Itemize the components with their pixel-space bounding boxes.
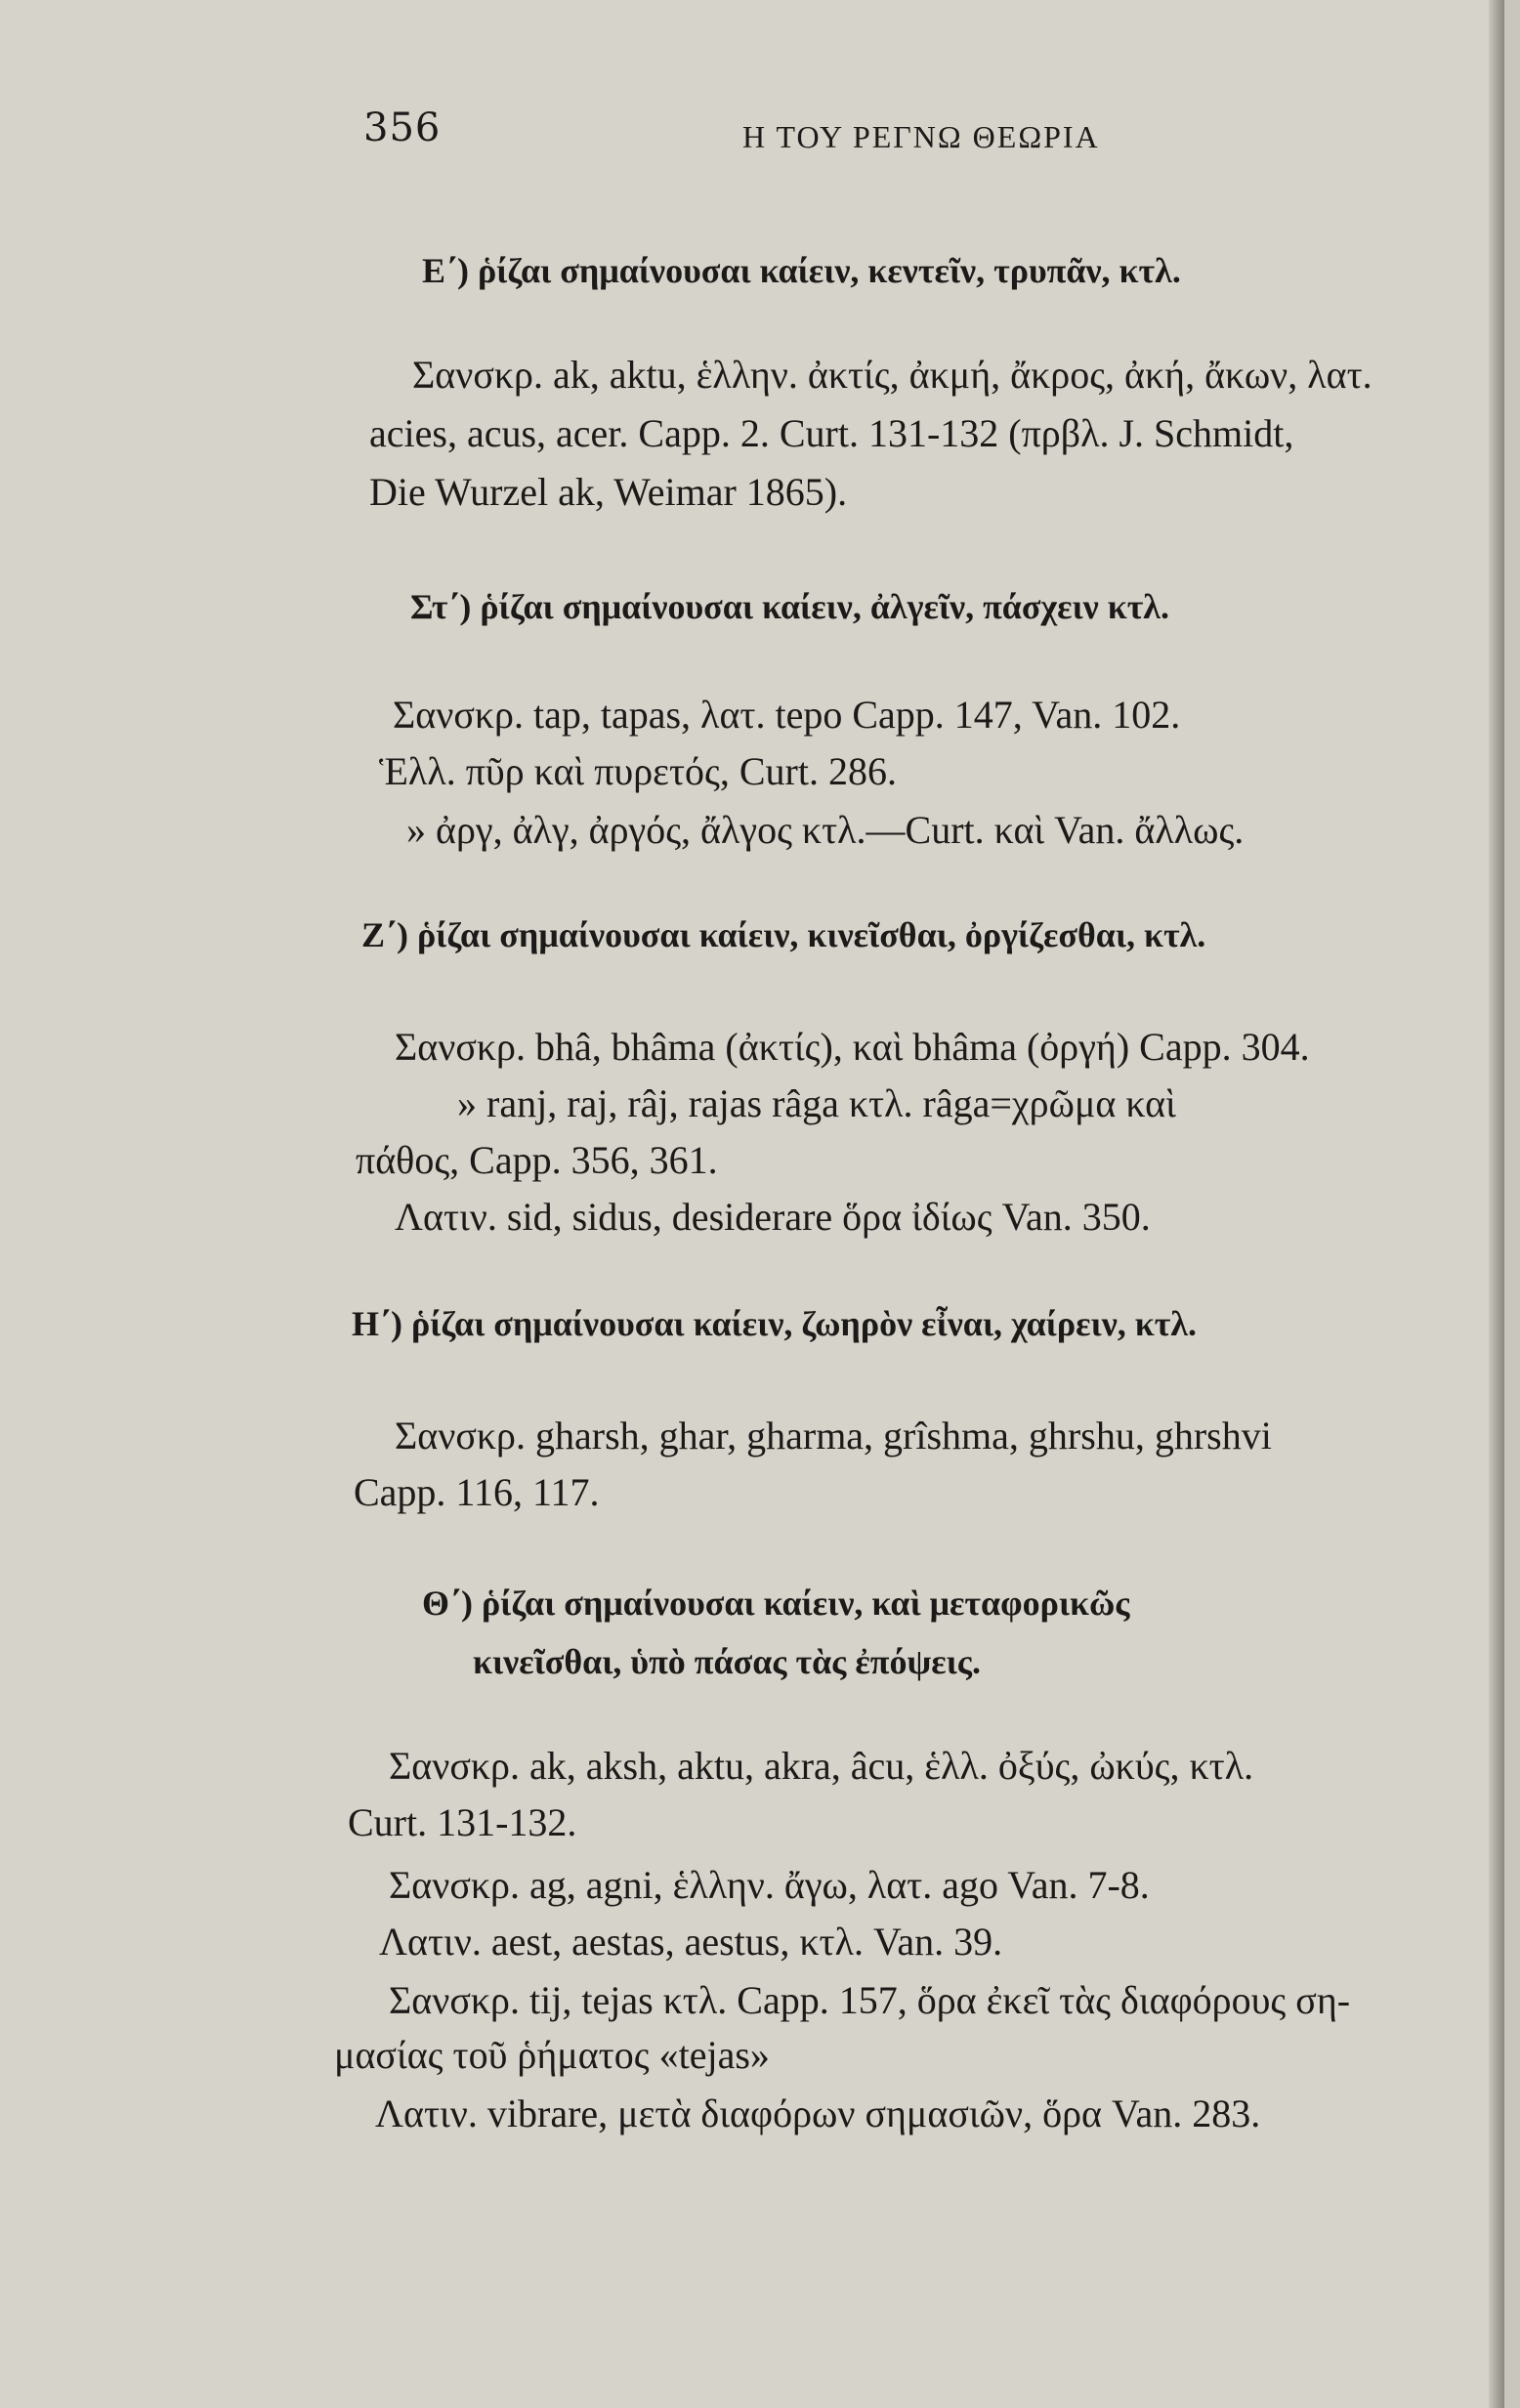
section-h-line-2: Capp. 116, 117. [354, 1470, 600, 1514]
page-edge-shadow [1489, 0, 1504, 2408]
section-theta-line-1: Σανσκρ. ak, aksh, aktu, akra, âcu, ἑλλ. ὀξύς, ὠκύς, κτλ. [389, 1744, 1254, 1788]
section-st-line-3: » ἀργ, ἀλγ, ἀργός, ἄλγος κτλ.—Curt. καὶ Van. ἄλλως. [406, 808, 1245, 852]
section-z-line-2: » ranj, raj, râj, rajas râga κτλ. râga=χρῶμα καὶ [457, 1081, 1176, 1125]
section-z-line-1: Σανσκρ. bhâ, bhâma (ἀκτίς), καὶ bhâma (ὀργή) Capp. 304. [395, 1025, 1310, 1069]
section-theta-line-2: Curt. 131-132. [348, 1800, 577, 1844]
section-h-line-1: Σανσκρ. gharsh, ghar, gharma, grîshma, ghrshu, ghrshvi [395, 1414, 1272, 1457]
section-theta-heading: Θ΄) ῥίζαι σημαίνουσαι καίειν, καὶ μεταφορικῶς [422, 1584, 1130, 1623]
section-h-heading: Η΄) ῥίζαι σημαίνουσαι καίειν, ζωηρὸν εἶναι, χαίρειν, κτλ. [352, 1304, 1198, 1343]
section-theta-line-5: Σανσκρ. tij, tejas κτλ. Capp. 157, ὅρα ἐκεῖ τὰς διαφόρους ση- [389, 1978, 1351, 2022]
section-e-line-1: Σανσκρ. ak, aktu, ἑλλην. ἀκτίς, ἀκμή, ἄκρος, ἀκή, ἄκων, λατ. [412, 353, 1372, 397]
section-e-heading: Ε΄) ῥίζαι σημαίνουσαι καίειν, κεντεῖν, τρυπᾶν, κτλ. [422, 251, 1181, 290]
section-theta-line-3: Σανσκρ. ag, agni, ἑλλην. ἄγω, λατ. ago Van. 7-8. [389, 1863, 1150, 1907]
section-st-line-1: Σανσκρ. tap, tapas, λατ. tepo Capp. 147, Van. 102. [393, 693, 1181, 737]
page-number: 356 [363, 106, 442, 150]
section-st-line-2: Ἑλλ. πῦρ καὶ πυρετός, Curt. 286. [379, 749, 897, 793]
section-theta-line-4: Λατιν. aest, aestas, aestus, κτλ. Van. 39. [379, 1920, 1003, 1964]
section-z-line-4: Λατιν. sid, sidus, desiderare ὅρα ἰδίως Van. 350. [395, 1195, 1151, 1239]
running-title: Η ΤΟΥ ΡΕΓΝΩ ΘΕΩΡΙΑ [742, 119, 1100, 154]
running-head [0, 106, 1504, 164]
section-e-line-3: Die Wurzel ak, Weimar 1865). [369, 470, 848, 514]
section-z-heading: Ζ΄) ῥίζαι σημαίνουσαι καίειν, κινεῖσθαι, ὀργίζεσθαι, κτλ. [361, 915, 1206, 954]
section-theta-line-6: μασίας τοῦ ῥήματος «tejas» [334, 2033, 770, 2077]
section-e-line-2: acies, acus, acer. Capp. 2. Curt. 131-132 (πρβλ. J. Schmidt, [369, 411, 1294, 455]
section-theta-line-7: Λατιν. vibrare, μετὰ διαφόρων σημασιῶν, ὅρα Van. 283. [375, 2091, 1261, 2135]
section-st-heading: Στ΄) ῥίζαι σημαίνουσαι καίειν, ἀλγεῖν, πάσχειν κτλ. [410, 587, 1169, 626]
section-z-line-3: πάθος, Capp. 356, 361. [356, 1138, 718, 1182]
section-theta-heading-cont: κινεῖσθαι, ὑπὸ πάσας τὰς ἐπόψεις. [473, 1642, 981, 1681]
